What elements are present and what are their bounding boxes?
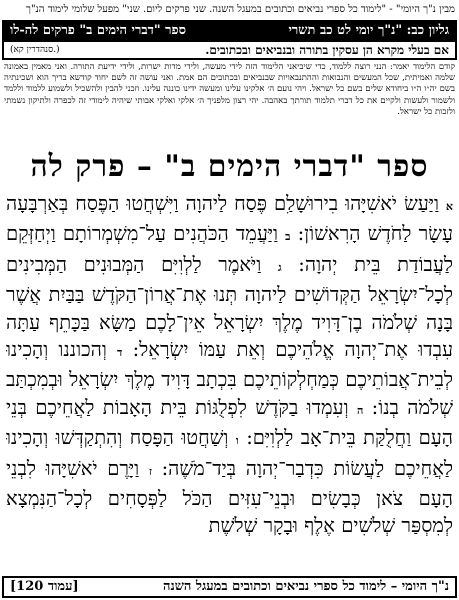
- verse-text: וַיָּרֶם יֹאשִׁיָּהוּ לִבְנֵי הָעָם צֹאן כְּבָשִׂים וּבְנֵי־עִזִּים הַכֹּל לַפְּסָחִים לְכָל־הַנִּמְצָא לְמִסְפַּר שְׁלֹשִׁים אֶלֶף וּבָקָר שְׁלֹשֶׁת: [6, 456, 453, 538]
- verse-text: וַיֹּאמֶר לַלְוִיִּם הַמְּבוּנִים הַמְּבִינִים לְכָל־יִשְׂרָאֵל הַקְּדוֹשִׁים לַיהוָה תְּנוּ אֶת־אֲרוֹן־הַקֹּדֶשׁ בַּבַּיִת אֲשֶׁר בָּנָה שְׁלֹמֹה בֶן־דָּוִיד מֶלֶךְ יִשְׂרָאֵל אֵין־לָכֶם מַשָּׂא בַּכָּתֵף עַתָּה עִבְדוּ אֶת־יְהוָה אֱלֹהֵיכֶם וְאֵת עַמּוֹ יִשְׂרָאֵל:: [6, 252, 453, 362]
- verse-text: וַיַּעַשׂ יֹאשִׁיָּהוּ בִירוּשָׁלִַם פֶּסַח לַיהוָה וַיִּשְׁחֲטוּ הַפֶּסַח בְּאַרְבָּעָה עָשָׂר לַחֹדֶשׁ הָרִאשׁוֹן:: [6, 192, 453, 246]
- verse-number: ד: [117, 346, 123, 360]
- subheader-source: (סנהדרין קא.): [10, 45, 60, 55]
- verse-number: ז: [148, 464, 152, 478]
- verse-text: וְשַׁחֲטוּ הַפָּסַח וְהִתְקַדְּשׁוּ וְהָכִינוּ לַאֲחֵיכֶם לַעֲשׂוֹת כִּדְבַר־יְהוָה בְּיַד־מֹשֶׁה:: [6, 426, 453, 480]
- verse-number: ו: [235, 434, 239, 448]
- verse-number: ה: [356, 403, 364, 417]
- header-bar: [2, 20, 457, 42]
- subheader-text: אם בעלי מקרא הן עסקין בתורה ובנביאים ובכתובים.: [205, 43, 449, 57]
- scripture-text: [6, 190, 453, 588]
- chapter-reference: ספר "דברי הימים ב" פרקים לה-לו: [10, 23, 187, 38]
- page-title: ספר "דברי הימים ב" – פרק לה: [30, 149, 429, 184]
- intro-paragraph: קודם הלימוד יאמר: הנני רוצה ללמוד, כדי שיביאני הלימוד הזה לידי מעשה, ולידי מדות ישרות, ולידי ידיעת התורה. ואני מאמין באמונה שלמה ואמיתית, שכל המעשים והנבואות וההתנבאויות שבנביאים ובכתובים הם אמת. ואני עושה זה לשם יחוד קודשא בריך הוא ושכינתיה בשם יה״ו ה״ו ביחודא שלים בשם כל ישראל. ויהי נועם ה׳ אלקינו עלינו ומעשה ידינו כוננה עלינו. וזכני להבין ולהשכיל ולשמוע ללמוד וללמד ולשמור ולעשות ולקיים את כל דברי תלמוד תורתך באהבה. יהי רצון מלפניך ה׳ אלקי ואלקי אבותי שיהיה לימודי זה לכפרה ולתיקון נשמתי ולזכות כל ישראל.: [4, 62, 455, 117]
- top-strip: מבין נ"ך היומי" - "לימוד כל ספרי נביאים וכתובים במעגל השנה. שני פרקים ליום. שני" מפעל שלומי לימוד הנ"ך: [26, 4, 455, 15]
- verse-text: וְעִמְדוּ בַקֹּדֶשׁ לִפְלֻגּוֹת בֵּית הָאָבוֹת לַאֲחֵיכֶם בְּנֵי הָעָם וַחֲלֻקַּת בֵּית־אָב לַלְוִיִּם:: [6, 395, 453, 450]
- verse-text: וְהכוננו וְהָכִינוּ לְבֵית־אֲבוֹתֵיכֶם כְּמַחְלְקוֹתֵיכֶם בִּכְתָב דָּוִיד מֶלֶךְ יִשְׂרָאֵל וּבְמִכְתַּב שְׁלֹמֹה בְנוֹ:: [6, 338, 453, 419]
- page-number: [עמוד 120]: [10, 579, 79, 594]
- verse-number: ב: [285, 230, 291, 244]
- footer-title: נ"ך היומי – לימוד כל ספרי נביאים וכתובים במעגל השנה: [163, 579, 449, 594]
- verse-number: ג: [277, 260, 282, 274]
- subheader: [2, 42, 457, 60]
- footer-bar: [2, 576, 457, 598]
- issue-label: גליון כב: "נ"ך יומי לט כב תשרי: [288, 23, 449, 38]
- verse-number: א: [445, 200, 453, 213]
- verse-text: וַיַּעֲמֵד הַכֹּהֲנִים עַל־מִשְׁמְרוֹתָם וַיְחַזְּקֵם לַעֲבוֹדַת בֵּית יְהוָה:: [6, 222, 453, 276]
